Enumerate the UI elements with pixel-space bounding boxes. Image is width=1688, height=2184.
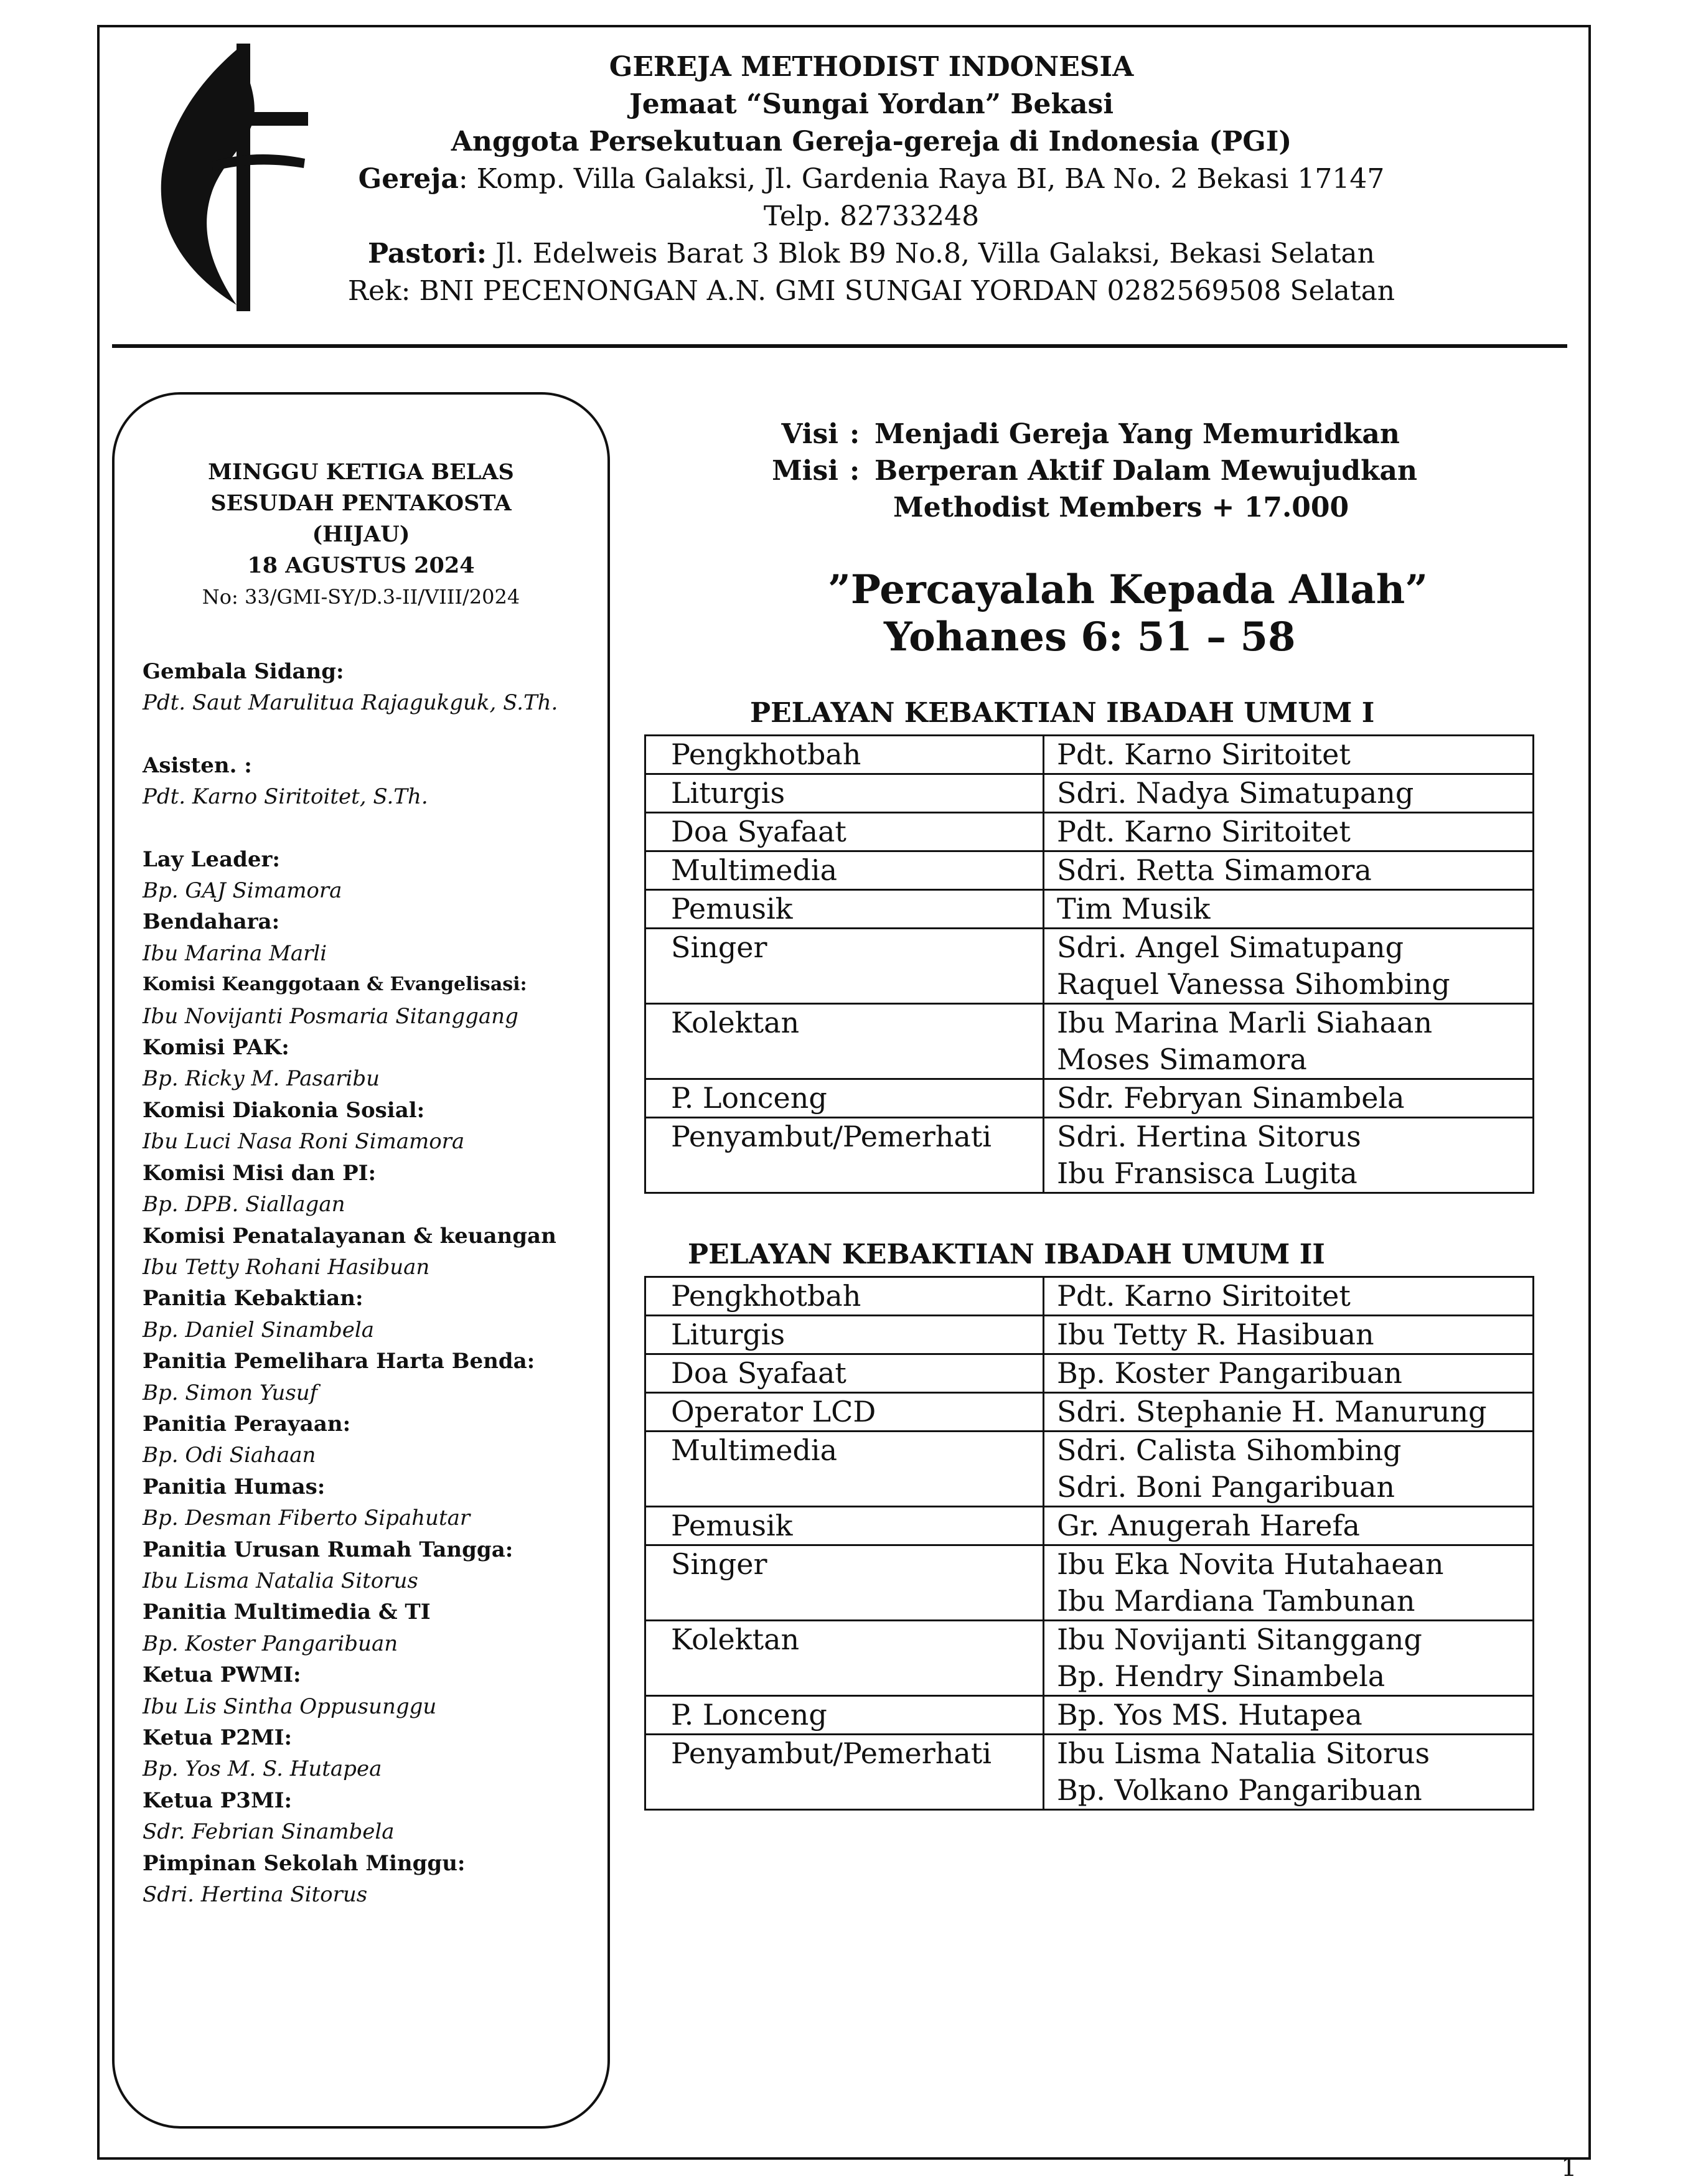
service-names [1044, 1316, 1534, 1354]
service-role: Doa Syafaat [645, 1354, 1044, 1393]
service-row [645, 1393, 1534, 1432]
service-role: Penyambut/Pemerhati [645, 1735, 1044, 1810]
officer-role: Panitia Urusan Rumah Tangga: [143, 1537, 513, 1562]
service-names [1044, 1735, 1534, 1810]
page-number: 1 [1561, 2154, 1577, 2182]
officer-name: Bp. Daniel Sinambela [143, 1317, 375, 1343]
officer-name: Ibu Marina Marli [143, 940, 327, 966]
service-names [1044, 1545, 1534, 1621]
server-name: Ibu Eka Novita Hutahaean [1057, 1547, 1444, 1581]
pgi-membership: Anggota Persekutuan Gereja-gereja di Indonesia (PGI) [451, 126, 1292, 157]
service-names [1044, 1354, 1534, 1393]
officer-role: Ketua P3MI: [143, 1788, 293, 1813]
service-row [645, 1545, 1534, 1621]
officer-name: Ibu Lis Sintha Oppusunggu [143, 1694, 437, 1719]
server-name: Sdri. Stephanie H. Manurung [1057, 1395, 1487, 1428]
misi-label: Misi [772, 455, 838, 487]
service-row [645, 813, 1534, 851]
vision-mission: Visi : Menjadi Gereja Yang Memuridkan Misi : Berperan Aktif Dalam Mewujudkan Methodist Members + 17.000 [744, 416, 1584, 526]
server-name: Sdri. Retta Simamora [1057, 853, 1372, 887]
liturgical-date: MINGGU KETIGA BELAS SESUDAH PENTAKOSTA (HIJAU) 18 AGUSTUS 2024 No: 33/GMI-SY/D.3-II/VIII/2024 [115, 457, 607, 612]
service-role: Doa Syafaat [645, 813, 1044, 851]
service-role: Pemusik [645, 1507, 1044, 1545]
server-name: Pdt. Karno Siritoitet [1057, 738, 1351, 771]
server-name: Ibu Tetty R. Hasibuan [1057, 1318, 1374, 1351]
service-row [645, 774, 1534, 813]
service-names [1044, 929, 1534, 1004]
service-role: Multimedia [645, 851, 1044, 890]
service-row [645, 851, 1534, 890]
service-names [1044, 1004, 1534, 1079]
misi-value-continued: Methodist Members + 17.000 [893, 492, 1349, 523]
service-role: Singer [645, 1545, 1044, 1621]
service-names [1044, 1696, 1534, 1735]
officer-name: Pdt. Karno Siritoitet, S.Th. [143, 784, 428, 810]
service-role: P. Lonceng [645, 1696, 1044, 1735]
service-row [645, 1621, 1534, 1696]
officer-role: Pimpinan Sekolah Minggu: [143, 1850, 466, 1876]
officer-role: Komisi Diakonia Sosial: [143, 1097, 425, 1123]
server-name: Pdt. Karno Siritoitet [1057, 1279, 1351, 1313]
service-role: Liturgis [645, 774, 1044, 813]
service-row [645, 1696, 1534, 1735]
officer-role: Panitia Perayaan: [143, 1411, 351, 1436]
theme-verse: Yohanes 6: 51 – 58 [884, 614, 1296, 660]
officer-role: Panitia Multimedia & TI [143, 1600, 431, 1625]
service-role: Singer [645, 929, 1044, 1004]
server-name: Moses Simamora [1057, 1043, 1307, 1076]
service1-title: PELAYAN KEBAKTIAN IBADAH UMUM I [750, 697, 1375, 729]
officer-name: Bp. Koster Pangaribuan [143, 1631, 398, 1656]
officer-name: Sdri. Hertina Sitorus [143, 1882, 368, 1908]
service-names [1044, 736, 1534, 774]
service-role: Pengkhotbah [645, 1277, 1044, 1316]
service-role: P. Lonceng [645, 1079, 1044, 1118]
visi-value: Menjadi Gereja Yang Memuridkan [874, 418, 1400, 450]
server-name: Raquel Vanessa Sihombing [1057, 967, 1450, 1001]
officer-name: Bp. Ricky M. Pasaribu [143, 1066, 380, 1092]
bulletin-number: No: 33/GMI-SY/D.3-II/VIII/2024 [202, 585, 520, 609]
server-name: Ibu Mardiana Tambunan [1057, 1584, 1415, 1618]
server-name: Bp. Hendry Sinambela [1057, 1659, 1386, 1693]
service-row [645, 1277, 1534, 1316]
officer-role: Komisi PAK: [143, 1035, 289, 1061]
officer-name: Bp. Desman Fiberto Sipahutar [143, 1506, 471, 1531]
officer-role: Ketua PWMI: [143, 1662, 301, 1688]
church-name: GEREJA METHODIST INDONESIA [609, 51, 1134, 83]
service2-title: PELAYAN KEBAKTIAN IBADAH UMUM II [688, 1239, 1325, 1270]
officer-name: Pdt. Saut Marulitua Rajagukguk, S.Th. [143, 690, 558, 716]
service-row [645, 1079, 1534, 1118]
service-names [1044, 1118, 1534, 1193]
server-name: Sdri. Nadya Simatupang [1057, 776, 1414, 810]
service-role: Kolektan [645, 1621, 1044, 1696]
officer-role: Komisi Keanggotaan & Evangelisasi: [143, 973, 527, 996]
service-names [1044, 1393, 1534, 1432]
service-names [1044, 813, 1534, 851]
officers-list [143, 656, 597, 1910]
officer-role: Ketua P2MI: [143, 1725, 293, 1750]
service-row [645, 1316, 1534, 1354]
misi-value: Berperan Aktif Dalam Mewujudkan [874, 455, 1418, 487]
service-names [1044, 774, 1534, 813]
server-name: Ibu Lisma Natalia Sitorus [1057, 1736, 1430, 1770]
server-name: Sdri. Calista Sihombing [1057, 1433, 1402, 1467]
officer-role: Asisten. : [143, 752, 252, 778]
service-names [1044, 1621, 1534, 1696]
service-row [645, 1432, 1534, 1507]
service-row [645, 1118, 1534, 1193]
officer-name: Ibu Tetty Rohani Hasibuan [143, 1254, 430, 1280]
sermon-theme [822, 566, 1568, 661]
officer-name: Ibu Lisma Natalia Sitorus [143, 1568, 418, 1593]
service-role: Liturgis [645, 1316, 1044, 1354]
church-phone: Telp. 82733248 [763, 200, 980, 232]
officer-name: Bp. DPB. Siallagan [143, 1192, 345, 1217]
theme-title: ”Percayalah Kepada Allah” [828, 566, 1428, 613]
officer-name: Bp. Odi Siahaan [143, 1443, 316, 1468]
server-name: Ibu Fransisca Lugita [1057, 1156, 1357, 1190]
visi-label: Visi [781, 418, 838, 450]
service-role: Multimedia [645, 1432, 1044, 1507]
service-names [1044, 1277, 1534, 1316]
service-names [1044, 890, 1534, 929]
congregation-name: Jemaat “Sungai Yordan” Bekasi [629, 88, 1114, 120]
service-role: Operator LCD [645, 1393, 1044, 1432]
officer-role: Komisi Penatalayanan & keuangan [143, 1223, 556, 1249]
server-name: Bp. Volkano Pangaribuan [1057, 1773, 1422, 1807]
officer-name: Ibu Luci Nasa Roni Simamora [143, 1129, 465, 1155]
server-name: Sdri. Angel Simatupang [1057, 930, 1404, 964]
server-name: Gr. Anugerah Harefa [1057, 1509, 1360, 1542]
officer-name: Bp. GAJ Simamora [143, 878, 342, 904]
bank-account: Rek: BNI PECENONGAN A.N. GMI SUNGAI YORDAN 0282569508 Selatan [347, 275, 1395, 307]
server-name: Tim Musik [1057, 892, 1211, 926]
server-name: Bp. Yos MS. Hutapea [1057, 1698, 1362, 1732]
officer-role: Bendahara: [143, 909, 280, 935]
server-name: Sdri. Hertina Sitorus [1057, 1120, 1361, 1153]
server-name: Pdt. Karno Siritoitet [1057, 815, 1351, 848]
service-names [1044, 1432, 1534, 1507]
service1-table [644, 734, 1534, 1194]
officer-role: Panitia Humas: [143, 1474, 326, 1499]
service-role: Kolektan [645, 1004, 1044, 1079]
service-row [645, 1735, 1534, 1810]
service-role: Pemusik [645, 890, 1044, 929]
officer-role: Panitia Kebaktian: [143, 1286, 363, 1311]
service-names [1044, 1507, 1534, 1545]
service-row [645, 890, 1534, 929]
church-address: Gereja: Komp. Villa Galaksi, Jl. Gardenia Raya BI, BA No. 2 Bekasi 17147 [358, 163, 1385, 195]
server-name: Sdr. Febryan Sinambela [1057, 1081, 1405, 1115]
officer-role: Panitia Pemelihara Harta Benda: [143, 1349, 535, 1374]
server-name: Ibu Novijanti Sitanggang [1057, 1623, 1422, 1656]
service-row [645, 736, 1534, 774]
service-row [645, 1004, 1534, 1079]
officer-role: Lay Leader: [143, 846, 280, 872]
officer-name: Sdr. Febrian Sinambela [143, 1819, 395, 1845]
officer-name: Bp. Yos M. S. Hutapea [143, 1756, 382, 1782]
service2-table [644, 1276, 1534, 1811]
service-row [645, 929, 1534, 1004]
service-row [645, 1354, 1534, 1393]
officer-role: Komisi Misi dan PI: [143, 1160, 377, 1186]
officer-role: Gembala Sidang: [143, 659, 344, 684]
service-names [1044, 851, 1534, 890]
officers-panel [112, 392, 610, 2129]
officer-name: Ibu Novijanti Posmaria Sitanggang [143, 1003, 518, 1029]
church-header [237, 49, 1506, 310]
server-name: Ibu Marina Marli Siahaan [1057, 1006, 1433, 1039]
service-names [1044, 1079, 1534, 1118]
service-row [645, 1507, 1534, 1545]
server-name: Sdri. Boni Pangaribuan [1057, 1470, 1395, 1504]
service-role: Pengkhotbah [645, 736, 1044, 774]
officer-name: Bp. Simon Yusuf [143, 1380, 318, 1405]
parsonage-address: Pastori: Jl. Edelweis Barat 3 Blok B9 No.8, Villa Galaksi, Bekasi Selatan [368, 238, 1375, 269]
service-role: Penyambut/Pemerhati [645, 1118, 1044, 1193]
header-divider [112, 344, 1567, 348]
server-name: Bp. Koster Pangaribuan [1057, 1356, 1402, 1390]
